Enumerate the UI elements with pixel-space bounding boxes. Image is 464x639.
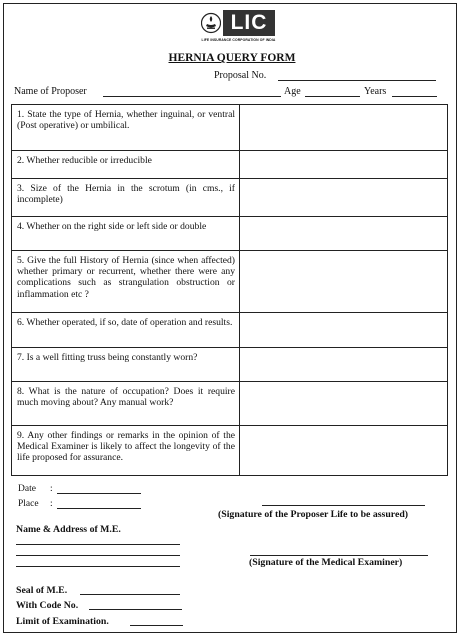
answer-cell[interactable]	[240, 251, 447, 312]
answer-cell[interactable]	[240, 179, 447, 216]
me-address-line-3[interactable]	[16, 566, 180, 567]
answer-cell[interactable]	[240, 151, 447, 178]
logo-brand: LIC	[223, 10, 275, 36]
years-label: Years	[364, 86, 387, 97]
date-label: Date	[18, 484, 36, 494]
question-text: 7. Is a well fitting truss being constantly worn?	[12, 348, 240, 381]
answer-cell[interactable]	[240, 426, 447, 475]
question-text: 9. Any other findings or remarks in the opinion of the Medical Examiner is likely to affect the longevity of the life proposed for assurance.	[12, 426, 240, 475]
question-row	[12, 251, 447, 313]
question-row	[12, 426, 447, 475]
questions-table	[11, 104, 448, 476]
answer-cell[interactable]	[240, 105, 447, 150]
me-address-line-1[interactable]	[16, 544, 180, 545]
answer-cell[interactable]	[240, 348, 447, 381]
question-row	[12, 348, 447, 382]
question-text: 6. Whether operated, if so, date of operation and results.	[12, 313, 240, 347]
me-address-line-2[interactable]	[16, 555, 180, 556]
age-field[interactable]	[305, 96, 360, 97]
years-field[interactable]	[392, 96, 437, 97]
place-field[interactable]	[57, 508, 141, 509]
limit-of-examination-field[interactable]	[130, 625, 183, 626]
question-row	[12, 179, 447, 217]
lic-logo	[201, 10, 276, 48]
place-label: Place	[18, 499, 39, 509]
proposer-signature-caption: (Signature of the Proposer Life to be assured)	[218, 509, 409, 520]
question-text: 3. Size of the Hernia in the scrotum (in cms., if incomplete)	[12, 179, 240, 216]
name-of-proposer-field[interactable]	[103, 96, 281, 97]
me-name-address-label: Name & Address of M.E.	[16, 524, 121, 535]
question-text: 4. Whether on the right side or left side or double	[12, 217, 240, 250]
examiner-signature-line[interactable]	[250, 555, 428, 556]
answer-cell[interactable]	[240, 382, 447, 425]
question-text: 2. Whether reducible or irreducible	[12, 151, 240, 178]
date-field[interactable]	[57, 493, 141, 494]
name-of-proposer-label: Name of Proposer	[14, 86, 87, 97]
form-title: HERNIA QUERY FORM	[168, 52, 296, 64]
code-field[interactable]	[89, 609, 182, 610]
proposal-no-field[interactable]	[278, 80, 436, 81]
answer-cell[interactable]	[240, 217, 447, 250]
seal-label: Seal of M.E.	[16, 585, 68, 596]
logo-tagline: LIFE INSURANCE CORPORATION OF INDIA	[201, 38, 276, 42]
question-row	[12, 105, 447, 151]
question-row	[12, 313, 447, 348]
proposer-signature-line[interactable]	[262, 505, 425, 506]
lamp-emblem-icon	[201, 12, 221, 34]
question-row	[12, 151, 447, 179]
age-label: Age	[284, 86, 301, 97]
question-text: 5. Give the full History of Hernia (since when affected) whether primary or recurrent, whether there were any complications such as strangulation obstruction or inflammation etc ?	[12, 251, 240, 312]
answer-cell[interactable]	[240, 313, 447, 347]
question-text: 8. What is the nature of occupation? Does it require much moving about? Any manual work?	[12, 382, 240, 425]
question-text: 1. State the type of Hernia, whether inguinal, or ventral (Post operative) or umbilical.	[12, 105, 240, 150]
limit-of-examination-label: Limit of Examination.	[16, 616, 109, 627]
place-colon: :	[50, 499, 53, 509]
proposal-no-label: Proposal No.	[214, 70, 267, 81]
seal-field[interactable]	[80, 594, 180, 595]
question-row	[12, 382, 447, 426]
code-label: With Code No.	[16, 600, 79, 611]
examiner-signature-caption: (Signature of the Medical Examiner)	[249, 557, 403, 568]
question-row	[12, 217, 447, 251]
date-colon: :	[50, 484, 53, 494]
